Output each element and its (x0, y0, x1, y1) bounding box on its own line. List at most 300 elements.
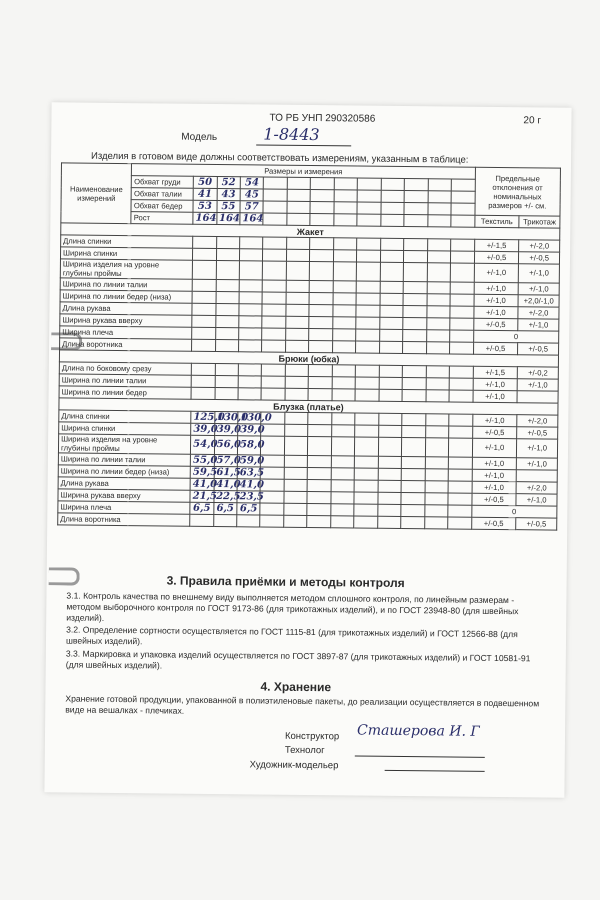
row-value (331, 425, 355, 437)
row-value (401, 492, 425, 504)
row-value (192, 339, 216, 351)
dimension-value (428, 191, 452, 203)
row-value (355, 413, 379, 425)
row-value (450, 282, 474, 294)
section3-paragraph-1: 3.1. Контроль качества по внешнему виду выполняется методом сплошного контроля, по линейным размерам - методом выборочного контроля по ГОСТ 9173-86 (для трикотажных изделий), и по ГОСТ 23948-80 (для швейных изделий). (66, 590, 519, 623)
row-value: 56,0 (214, 436, 238, 455)
row-value (355, 437, 379, 456)
row-label: Ширина по линии бедер (низа) (60, 290, 192, 303)
row-value (401, 456, 425, 468)
row-label: Ширина спинки (60, 247, 192, 260)
row-value (216, 237, 240, 249)
row-value (354, 492, 378, 504)
dimension-value (357, 190, 381, 202)
row-value (284, 515, 308, 527)
tolerance-textile: +/-1,0 (473, 306, 518, 318)
tolerance-textile: +/-1,0 (472, 481, 517, 493)
row-value (380, 238, 404, 250)
row-value: 41,0 (214, 479, 238, 491)
tolerance-knit: +/-1,0 (517, 439, 558, 458)
row-value (402, 377, 426, 389)
section4-paragraph: Хранение готовой продукции, упакованной в полиэтиленовые пакеты, до реализации осуществляется в подвешенном виде на вешалках - плечиках. (65, 693, 540, 716)
row-value (355, 365, 379, 377)
row-value (402, 389, 426, 401)
row-label: Ширина спинки (59, 422, 191, 435)
row-value (426, 378, 450, 390)
row-value (449, 378, 473, 390)
row-value (262, 340, 286, 352)
row-value (448, 438, 472, 457)
row-label: Длина рукава (58, 477, 190, 490)
tolerance-textile: +/-1,5 (474, 239, 519, 251)
row-value (262, 304, 286, 316)
tolerance-textile: +/-1,0 (474, 263, 519, 282)
tolerance-knit: +/-1,0 (519, 264, 560, 283)
row-value (402, 365, 426, 377)
row-value (333, 305, 357, 317)
row-value: 54,0 (191, 435, 215, 454)
name-header: Наименование измерений (61, 163, 132, 224)
row-value (331, 456, 355, 468)
row-value: 39,0 (214, 424, 238, 436)
dimension-label: Обхват бедер (131, 200, 193, 213)
row-value (310, 250, 334, 262)
row-value (450, 318, 474, 330)
row-value (216, 249, 240, 261)
dimension-value (263, 201, 287, 213)
row-value (354, 516, 378, 528)
row-value (261, 436, 285, 455)
model-label: Модель (181, 131, 218, 144)
row-value (192, 303, 216, 315)
row-value: 55,0 (190, 454, 214, 466)
row-value (286, 316, 310, 328)
row-value (261, 455, 285, 467)
row-value (261, 424, 285, 436)
row-value (354, 504, 378, 516)
row-value (378, 413, 402, 425)
row-label: Ширина изделия на уровне глубины проймы (60, 259, 192, 279)
tolerance-knit: +/-0,5 (519, 252, 560, 264)
dimension-value (287, 189, 311, 201)
row-value (215, 388, 239, 400)
row-value (190, 514, 214, 526)
row-value (193, 236, 217, 248)
dimension-value: 53 (193, 200, 217, 212)
row-value (426, 306, 450, 318)
row-value (356, 281, 380, 293)
row-value (401, 480, 425, 492)
row-value (240, 249, 264, 261)
row-value: 61,5 (214, 467, 238, 479)
dimension-value (310, 202, 334, 214)
row-value (216, 280, 240, 292)
row-value (308, 377, 332, 389)
row-label: Длина спинки (59, 410, 191, 423)
row-value (309, 305, 333, 317)
row-value (307, 503, 331, 515)
dimension-value: 52 (217, 177, 241, 189)
row-label: Ширина рукава вверху (60, 314, 192, 327)
row-value (377, 516, 401, 528)
tolerance-textile: +/-0,5 (474, 251, 519, 263)
row-label: Ширина плеча (60, 326, 192, 339)
row-value (379, 329, 403, 341)
row-value: 130,0 (238, 412, 262, 424)
dimension-value: 41 (193, 188, 217, 200)
row-value (285, 340, 309, 352)
row-value: 57,0 (214, 455, 238, 467)
tolerance-textile: +/-0,5 (471, 517, 516, 529)
dimension-value: 57 (240, 201, 264, 213)
row-label: Ширина изделия на уровне глубины проймы (58, 434, 190, 454)
row-value (191, 387, 215, 399)
row-value (215, 328, 239, 340)
designer-label: Художник-модельер (249, 759, 339, 772)
row-value (192, 279, 216, 291)
row-value (215, 364, 239, 376)
row-value (309, 341, 333, 353)
row-value (403, 317, 427, 329)
dimension-value (404, 178, 428, 190)
row-value (310, 262, 334, 281)
intro-text: Изделия в готовом виде должны соответствовать измерениям, указанным в таблице: (91, 150, 469, 166)
row-value: 125,0 (191, 411, 215, 423)
tolerance-textile: +/-0,5 (473, 342, 518, 354)
dimension-value (311, 178, 335, 190)
row-value (380, 250, 404, 262)
row-label: Длина по боковому срезу (59, 362, 191, 375)
row-label: Ширина по линии талии (60, 278, 192, 291)
row-value (450, 294, 474, 306)
row-value (287, 237, 311, 249)
row-value (308, 424, 332, 436)
row-value (239, 328, 263, 340)
dimension-value (451, 203, 475, 215)
document-page (44, 102, 571, 797)
tolerance-knit: +/-1,0 (518, 283, 559, 295)
row-value (310, 238, 334, 250)
dimension-value (334, 190, 358, 202)
row-value (426, 390, 450, 402)
technologist-signature-line (355, 756, 485, 758)
row-value (263, 280, 287, 292)
tolerance-knit: +/-0,5 (517, 427, 558, 439)
row-value (427, 282, 451, 294)
row-value (380, 281, 404, 293)
dimension-value (334, 178, 358, 190)
col-textile-header: Текстиль (474, 215, 519, 227)
row-value (239, 280, 263, 292)
dimension-value (310, 214, 334, 226)
tolerance-knit: +/-0,5 (516, 518, 557, 530)
row-value: 39,0 (238, 424, 262, 436)
tolerance-knit (516, 470, 557, 482)
row-value (401, 504, 425, 516)
row-value (263, 261, 287, 280)
row-value (425, 438, 449, 457)
tolerance-knit: +/-1,0 (516, 494, 557, 506)
row-value (239, 292, 263, 304)
row-value (424, 505, 448, 517)
dimension-value (381, 202, 405, 214)
row-value (237, 515, 261, 527)
row-value (425, 426, 449, 438)
row-value (356, 305, 380, 317)
measurements-table (57, 162, 561, 530)
row-value (261, 467, 285, 479)
tolerance-knit: +/-1,0 (517, 379, 558, 391)
tolerance-textile: +/-1,0 (474, 294, 519, 306)
row-value (378, 468, 402, 480)
row-value (427, 263, 451, 282)
row-value (238, 388, 262, 400)
row-value (239, 304, 263, 316)
row-value (262, 376, 286, 388)
dimension-value (381, 178, 405, 190)
row-value (192, 327, 216, 339)
row-value: 22,5 (214, 491, 238, 503)
row-value (402, 437, 426, 456)
row-value (401, 516, 425, 528)
row-label: Длина воротника (60, 338, 192, 351)
dimension-value (357, 178, 381, 190)
dimension-value: 45 (240, 189, 264, 201)
row-value (377, 504, 401, 516)
section3-paragraph-2: 3.2. Определение сортности осуществляется по ГОСТ 1115-81 (для трикотажных изделий) и ГОСТ 12566-88 (для швейных изделий). (65, 624, 518, 647)
row-value (191, 363, 215, 375)
row-value: 21,5 (190, 490, 214, 502)
row-value (215, 316, 239, 328)
row-value (450, 251, 474, 263)
row-value (332, 377, 356, 389)
row-value (284, 491, 308, 503)
row-value (333, 281, 357, 293)
dimension-value: 164 (240, 213, 264, 225)
row-value (448, 457, 472, 469)
row-value (261, 388, 285, 400)
row-value (378, 456, 402, 468)
row-value (331, 437, 355, 456)
dimension-value (451, 191, 475, 203)
row-value (331, 468, 355, 480)
row-value (261, 479, 285, 491)
dimension-value (287, 213, 311, 225)
tolerance-textile: +/-1,0 (472, 414, 517, 426)
row-value: 59,0 (237, 455, 261, 467)
row-value (213, 515, 237, 527)
dimension-value (404, 214, 428, 226)
row-value (403, 329, 427, 341)
tolerance-textile: +/-0,5 (473, 318, 518, 330)
row-value: 41,0 (190, 478, 214, 490)
row-value (308, 455, 332, 467)
tolerance-value: 0 (471, 505, 557, 518)
row-value: 6,5 (237, 503, 261, 515)
row-value (425, 414, 449, 426)
row-value (378, 425, 402, 437)
tolerance-textile: +/-0,5 (471, 493, 516, 505)
row-value (355, 377, 379, 389)
row-value (285, 388, 309, 400)
row-value (308, 467, 332, 479)
row-value (309, 317, 333, 329)
dimension-value: 50 (193, 176, 217, 188)
tolerance-knit: +/-0,2 (518, 367, 559, 379)
row-value (286, 304, 310, 316)
row-value (333, 250, 357, 262)
tolerance-knit: +/-1,0 (518, 319, 559, 331)
dimension-label: Рост (131, 212, 193, 225)
row-value: 41,0 (237, 479, 261, 491)
row-value (284, 479, 308, 491)
row-value (307, 479, 331, 491)
row-value (263, 249, 287, 261)
row-value (355, 456, 379, 468)
row-value (215, 376, 239, 388)
dimension-value (334, 214, 358, 226)
row-value (403, 281, 427, 293)
dimension-value: 164 (216, 213, 240, 225)
constructor-signature: Сташерова И. Г (356, 722, 480, 740)
row-value (427, 251, 451, 263)
section-title: Блузка (платье) (59, 398, 558, 415)
row-value (285, 412, 309, 424)
row-value (193, 248, 217, 260)
row-value (191, 375, 215, 387)
row-value (216, 261, 240, 280)
row-value (215, 340, 239, 352)
constructor-label: Конструктор (284, 730, 340, 743)
tolerance-textile: +/-1,0 (472, 438, 517, 457)
dimension-value (381, 214, 405, 226)
row-value (450, 263, 474, 282)
dimension-value (404, 190, 428, 202)
row-value (238, 364, 262, 376)
row-value (403, 341, 427, 353)
row-label: Длина рукава (60, 302, 192, 315)
row-value (308, 389, 332, 401)
document-code: ТО РБ УНП 290320586 (269, 112, 376, 125)
dimension-value (287, 201, 311, 213)
row-value (216, 292, 240, 304)
tolerance-knit: +/-1,0 (517, 458, 558, 470)
row-value (332, 365, 356, 377)
row-value (307, 515, 331, 527)
row-value (425, 469, 449, 481)
row-value (448, 493, 472, 505)
row-value: 63,5 (237, 467, 261, 479)
section3-paragraph-3: 3.3. Маркировка и упаковка изделий осуществляется по ГОСТ 3897-87 (для трикотажных изделий) и ГОСТ 10581-91 (для швейных изделий). (65, 648, 531, 671)
row-value (356, 262, 380, 281)
row-value (286, 261, 310, 280)
row-value (427, 239, 451, 251)
row-value (379, 365, 403, 377)
row-value (404, 250, 428, 262)
designer-signature-line (385, 770, 485, 772)
row-value (380, 305, 404, 317)
tolerance-knit: +/-2,0 (518, 307, 559, 319)
row-value (355, 425, 379, 437)
row-value (239, 261, 263, 280)
row-value (426, 330, 450, 342)
section-title: Брюки (юбка) (59, 350, 558, 367)
section4-heading: 4. Хранение (260, 679, 332, 695)
row-value (260, 503, 284, 515)
row-value (331, 492, 355, 504)
row-value (378, 492, 402, 504)
row-value (357, 250, 381, 262)
row-value (449, 414, 473, 426)
row-value (354, 468, 378, 480)
dimension-value (357, 202, 381, 214)
row-label: Длина спинки (61, 235, 193, 248)
row-value: 6,5 (213, 503, 237, 515)
tolerance-knit: +/-2,0 (516, 482, 557, 494)
tolerance-header: Предельные отклонения от номинальных размеров +/- см. (474, 167, 560, 216)
dimension-value: 54 (240, 177, 264, 189)
row-value (449, 366, 473, 378)
tolerance-textile: +/-1,0 (472, 457, 517, 469)
row-value (333, 293, 357, 305)
row-value (286, 249, 310, 261)
binder-ring-icon (49, 567, 80, 585)
row-value (332, 341, 356, 353)
row-value (402, 425, 426, 437)
row-value (192, 291, 216, 303)
row-label: Ширина по линии талии (58, 453, 190, 466)
technologist-label: Технолог (284, 744, 325, 757)
row-value: 6,5 (190, 502, 214, 514)
row-label: Ширина по линии бедер (низа) (58, 465, 190, 478)
tolerance-value: 0 (473, 330, 559, 343)
row-value (449, 390, 473, 402)
tolerance-knit (517, 391, 558, 403)
row-label: Ширина плеча (58, 501, 190, 514)
row-value (380, 293, 404, 305)
row-value (331, 480, 355, 492)
dimension-value (264, 177, 288, 189)
tolerance-textile: +/-1,0 (473, 390, 518, 402)
row-value (356, 293, 380, 305)
row-value (262, 328, 286, 340)
row-value (308, 413, 332, 425)
tolerance-textile: +/-0,5 (472, 426, 517, 438)
row-value (357, 238, 381, 250)
row-value (404, 238, 428, 250)
row-value (192, 260, 216, 279)
row-value (333, 262, 357, 281)
row-value (284, 436, 308, 455)
tolerance-knit: +/-0,5 (518, 343, 559, 355)
row-value (425, 481, 449, 493)
row-value (309, 365, 333, 377)
row-value (355, 389, 379, 401)
dimension-label: Обхват талии (131, 188, 193, 201)
tolerance-textile: +/-1,0 (474, 282, 519, 294)
row-value: 59,5 (190, 466, 214, 478)
row-value (379, 389, 403, 401)
dimension-value: 43 (217, 189, 241, 201)
dimension-value (451, 179, 475, 191)
model-value: 1-8443 (263, 124, 320, 145)
row-value (332, 389, 356, 401)
row-label: Ширина рукава вверху (58, 489, 190, 502)
dimension-label: Обхват груди (132, 176, 194, 189)
row-value (402, 413, 426, 425)
tolerance-knit: +/-2,0 (517, 415, 558, 427)
tolerance-textile: +/-1,5 (473, 366, 518, 378)
